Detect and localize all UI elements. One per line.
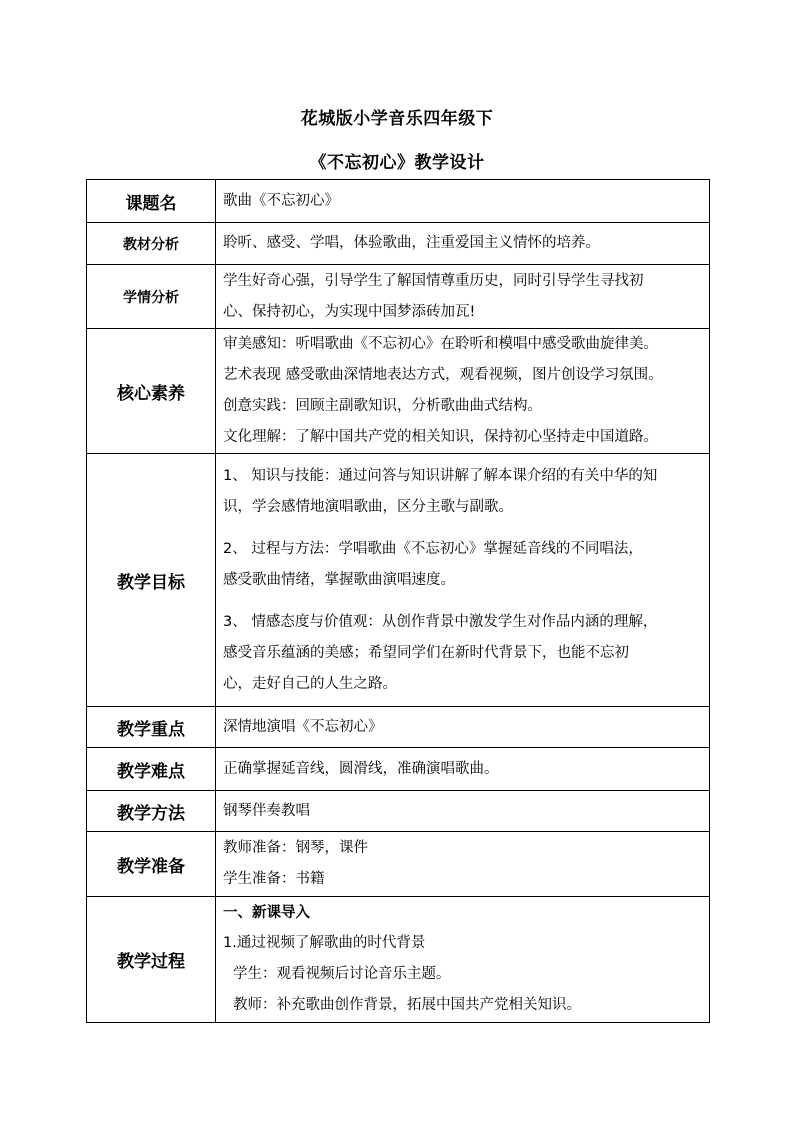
goal-line: 感受音乐蕴涵的美感；希望同学们在新时代背景下，也能不忘初 [223,644,629,661]
prep-line: 教师准备：钢琴，课件 [223,840,368,856]
method-label: 教学方法 [87,791,216,832]
table-row-focus [87,707,710,748]
process-line: 学生：观看视频后讨论音乐主题。 [233,965,451,982]
method-text: 钢琴伴奏教唱 [223,802,310,819]
learner-value [216,265,710,329]
literacy-line: 创意实践：回顾主副歌知识，分析歌曲曲式结构。 [223,398,542,414]
table-row-material [87,223,710,265]
table-row-topic [87,180,710,223]
goal-line: 识，学会感情地演唱歌曲，区分主歌与副歌。 [223,498,513,515]
goal-line: 感受歌曲情绪，掌握歌曲演唱速度。 [223,571,455,588]
material-value [216,223,710,265]
literacy-label: 核心素养 [87,329,216,454]
process-line: 教师：补充歌曲创作背景，拓展中国共产党相关知识。 [233,996,581,1013]
prep-line: 学生准备：书籍 [223,871,325,887]
goal-line: 2、 过程与方法：学唱歌曲《不忘初心》掌握延音线的不同唱法， [223,540,643,557]
learner-label: 学情分析 [87,265,216,329]
literacy-line: 文化理解：了解中国共产党的相关知识，保持初心坚持走中国道路。 [223,429,658,445]
material-label: 教材分析 [87,223,216,265]
lesson-plan-table [86,179,710,1023]
table-row-learner [87,265,710,329]
document-title: 花城版小学音乐四年级下 [300,109,494,129]
literacy-line: 审美感知：听唱歌曲《不忘初心》在聆听和模唱中感受歌曲旋律美。 [223,336,658,352]
table-row-goals [87,454,710,707]
table-row-prep [87,832,710,897]
process-heading: 一、新课导入 [223,904,310,921]
literacy-value [216,329,710,454]
learner-line: 心、保持初心，为实现中国梦添砖加瓦! [223,303,476,320]
topic-text: 歌曲《不忘初心》 [223,192,339,209]
goal-line: 心，走好自己的人生之路。 [223,675,397,692]
difficulty-label: 教学难点 [87,748,216,791]
topic-label: 课题名 [87,180,216,223]
material-text: 聆听、感受、学唱，体验歌曲，注重爱国主义情怀的培养。 [223,235,600,251]
process-label: 教学过程 [87,897,216,1023]
table-row-process [87,897,710,1023]
difficulty-value [216,748,710,791]
process-value [216,897,710,1023]
goal-item [223,461,705,523]
document-subtitle: 《不忘初心》教学设计 [309,153,485,173]
learner-line: 学生好奇心强，引导学生了解国情尊重历史，同时引导学生寻找初 [223,272,644,289]
table-row-literacy [87,329,710,454]
goal-item [223,534,705,596]
goal-line: 3、 情感态度与价值观：从创作背景中激发学生对作品内涵的理解， [223,613,658,630]
difficulty-text: 正确掌握延音线，圆滑线，准确演唱歌曲。 [223,760,499,777]
table-row-difficulty [87,748,710,791]
table-row-method [87,791,710,832]
literacy-line: 艺术表现 感受歌曲深情地表达方式，观看视频，图片创设学习氛围。 [223,367,663,383]
method-value [216,791,710,832]
process-line: 1.通过视频了解歌曲的时代背景 [223,934,426,951]
goal-item [223,607,705,700]
goals-value [216,454,710,707]
topic-value [216,180,710,223]
focus-value [216,707,710,748]
prep-label: 教学准备 [87,832,216,897]
goal-line: 1、 知识与技能：通过问答与知识讲解了解本课介绍的有关中华的知 [223,467,658,484]
prep-value [216,832,710,897]
focus-label: 教学重点 [87,707,216,748]
goals-label: 教学目标 [87,454,216,707]
focus-text: 深情地演唱《不忘初心》 [223,718,383,735]
